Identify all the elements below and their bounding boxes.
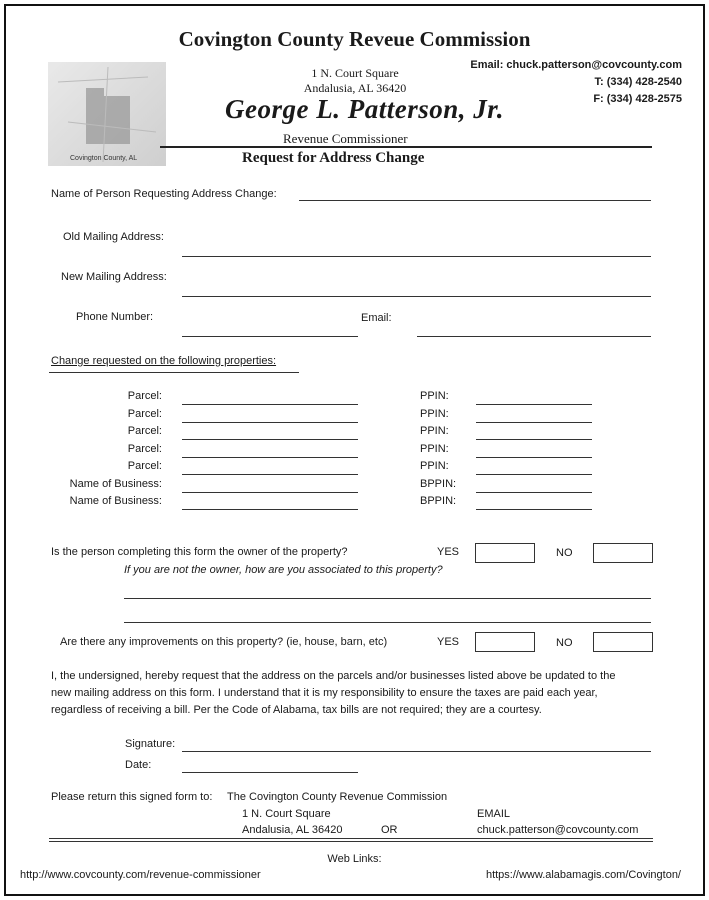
return-label: Please return this signed form to: (51, 791, 213, 803)
association-field-2[interactable] (124, 622, 651, 623)
business-field[interactable] (182, 509, 358, 510)
old-mailing-field[interactable] (182, 256, 651, 257)
old-mailing-label: Old Mailing Address: (63, 231, 164, 243)
improvements-yes-box[interactable] (475, 632, 535, 652)
bppin-label: BPPIN: (420, 495, 457, 507)
date-field[interactable] (182, 772, 358, 773)
business-row-label: Name of Business: (69, 478, 162, 490)
properties-heading: Change requested on the following properties: (51, 355, 277, 367)
owner-followup: If you are not the owner, how are you associated to this property? (124, 564, 443, 576)
improvements-yes-label: YES (437, 636, 460, 648)
bppin-label: BPPIN: (420, 478, 457, 490)
requester-label: Name of Person Requesting Address Change: (51, 188, 277, 200)
new-mailing-label: New Mailing Address: (61, 271, 167, 283)
email-field[interactable] (417, 336, 651, 337)
header-phone: T: (334) 428-2540 (594, 76, 682, 88)
phone-field[interactable] (182, 336, 358, 337)
county-map-icon (48, 62, 166, 166)
ppin-label: PPIN: (420, 425, 449, 437)
footer-rule-bottom (49, 841, 653, 842)
bppin-field[interactable] (476, 509, 592, 510)
property-row-label: Parcel: (127, 425, 162, 437)
owner-question: Is the person completing this form the owner of the property? (51, 546, 348, 558)
email-heading: EMAIL (477, 808, 511, 820)
statement-line: regardless of receiving a bill. Per the Code of Alabama, tax bills are not required; they are a courtesy. (51, 704, 542, 716)
property-field[interactable] (182, 404, 358, 405)
requester-field[interactable] (299, 200, 651, 201)
property-field[interactable] (182, 474, 358, 475)
property-row-label: Parcel: (127, 408, 162, 420)
statement-paragraph (51, 668, 615, 719)
alabamagis-link[interactable]: https://www.alabamagis.com/Covington/ (485, 869, 681, 881)
phone-label: Phone Number: (76, 311, 154, 323)
business-row-label: Name of Business: (69, 495, 162, 507)
ppin-field[interactable] (476, 422, 592, 423)
statement-line: new mailing address on this form. I understand that it is my responsibility to ensure the taxes are paid each year, (51, 687, 598, 699)
address-line-1: 1 N. Court Square (311, 66, 399, 80)
logo-caption: Covington County, AL (70, 155, 138, 162)
owner-no-label: NO (556, 547, 573, 559)
email-label: Email: (361, 312, 392, 324)
return-address-1: 1 N. Court Square (242, 808, 331, 820)
properties-heading-rule (49, 372, 299, 373)
ppin-field[interactable] (476, 474, 592, 475)
return-address-2: Andalusia, AL 36420 (242, 824, 343, 836)
statement-line: I, the undersigned, hereby request that the address on the parcels and/or businesses listed above be updated to the (51, 670, 616, 682)
ppin-field[interactable] (476, 457, 592, 458)
footer-rule-top (49, 838, 653, 839)
ppin-label: PPIN: (420, 460, 449, 472)
ppin-label: PPIN: (420, 443, 449, 455)
commissioner-role: Revenue Commissioner (283, 131, 408, 146)
property-row-label: Parcel: (127, 390, 162, 402)
date-label: Date: (125, 759, 152, 771)
property-row-label: Parcel: (127, 443, 162, 455)
improvements-question: Are there any improvements on this property? (ie, house, barn, etc) (60, 636, 388, 648)
return-name: The Covington County Revenue Commission (227, 791, 448, 803)
property-field[interactable] (182, 457, 358, 458)
owner-yes-label: YES (437, 546, 460, 558)
signature-label: Signature: (125, 738, 176, 750)
page-title: Covington County Reveue Commission (178, 27, 531, 51)
improvements-no-label: NO (556, 637, 573, 649)
improvements-no-box[interactable] (593, 632, 653, 652)
ppin-field[interactable] (476, 404, 592, 405)
header-fax: F: (334) 428-2575 (593, 93, 682, 105)
header-email: Email: chuck.patterson@covcounty.com (470, 59, 682, 71)
bppin-field[interactable] (476, 492, 592, 493)
property-field[interactable] (182, 439, 358, 440)
owner-no-box[interactable] (593, 543, 653, 563)
property-field[interactable] (182, 422, 358, 423)
new-mailing-field[interactable] (182, 296, 651, 297)
ppin-field[interactable] (476, 439, 592, 440)
commissioner-signature: George L. Patterson, Jr. (225, 94, 504, 124)
revenue-commissioner-link[interactable]: http://www.covcounty.com/revenue-commissioner (20, 869, 261, 881)
address-line-2: Andalusia, AL 36420 (303, 81, 407, 95)
form-subtitle: Request for Address Change (242, 150, 425, 166)
ppin-label: PPIN: (420, 390, 449, 402)
ppin-label: PPIN: (420, 408, 449, 420)
association-field-1[interactable] (124, 598, 651, 599)
header-rule (160, 146, 652, 148)
property-row-label: Parcel: (127, 460, 162, 472)
county-map-logo (48, 62, 166, 166)
business-field[interactable] (182, 492, 358, 493)
or-label: OR (381, 824, 398, 836)
signature-field[interactable] (182, 751, 651, 752)
footer-email-link[interactable]: chuck.patterson@covcounty.com (477, 824, 639, 836)
owner-yes-box[interactable] (475, 543, 535, 563)
web-links-label: Web Links: (327, 853, 382, 865)
